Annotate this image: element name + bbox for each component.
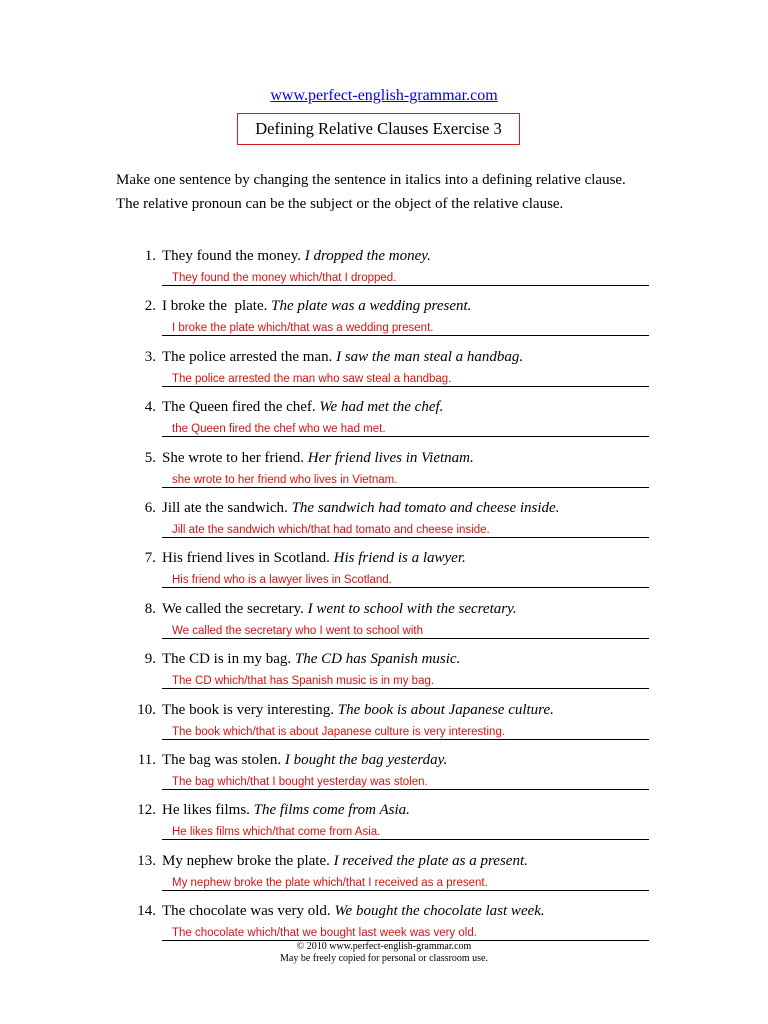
question-italic-sentence: We bought the chocolate last week.: [334, 903, 545, 920]
question-text: [162, 651, 460, 668]
question-item: [0, 550, 768, 600]
question-text: [162, 853, 528, 870]
question-italic-sentence: We had met the chef.: [319, 399, 444, 416]
usage-note: May be freely copied for personal or classroom use.: [280, 953, 488, 964]
question-text: [162, 450, 474, 467]
question-italic-sentence: His friend is a lawyer.: [333, 550, 466, 567]
answer-text: Jill ate the sandwich which/that had tomato and cheese inside.: [172, 524, 490, 536]
answer-line[interactable]: [162, 335, 649, 336]
answer-text: she wrote to her friend who lives in Vietnam.: [172, 473, 398, 486]
question-text: [162, 399, 443, 416]
question-italic-sentence: The plate was a wedding present.: [271, 298, 472, 315]
question-sentence: He likes films.: [162, 802, 254, 819]
question-italic-sentence: I dropped the money.: [304, 248, 431, 264]
question-italic-sentence: The book is about Japanese culture.: [337, 701, 554, 718]
answer-line[interactable]: [162, 436, 649, 437]
question-text: [162, 248, 431, 265]
question-sentence: His friend lives in Scotland.: [162, 550, 334, 567]
answer-line[interactable]: [162, 688, 649, 689]
question-number: 2.: [144, 298, 156, 315]
question-item: [0, 752, 768, 802]
question-item: [0, 853, 768, 903]
question-item: [0, 500, 768, 550]
question-number: 10.: [137, 701, 156, 718]
question-text: [162, 550, 466, 567]
instruction-line-1: Make one sentence by changing the sentence in italics into a defining relative clause.: [116, 172, 626, 188]
answer-line[interactable]: [162, 739, 649, 740]
question-italic-sentence: I bought the bag yesterday.: [284, 752, 448, 768]
answer-text: I broke the plate which/that was a wedding present.: [172, 322, 434, 335]
question-italic-sentence: I went to school with the secretary.: [307, 600, 517, 617]
question-text: [162, 802, 410, 819]
answer-text: My nephew broke the plate which/that I received as a present.: [172, 876, 488, 889]
answer-text: the Queen fired the chef who we had met.: [172, 423, 386, 436]
question-number: 14.: [137, 903, 156, 920]
question-number: 12.: [137, 802, 156, 819]
answer-line[interactable]: [162, 638, 649, 639]
question-sentence: The police arrested the man.: [162, 348, 337, 365]
question-italic-sentence: I saw the man steal a handbag.: [336, 348, 524, 365]
answer-text: We called the secretary who I went to school with: [172, 624, 423, 637]
question-item: [0, 702, 768, 752]
answer-line[interactable]: [162, 285, 649, 286]
answer-text: The chocolate which/that we bought last week was very old.: [172, 927, 477, 940]
answer-line[interactable]: [162, 890, 649, 891]
instruction-line-2: The relative pronoun can be the subject or the object of the relative clause.: [116, 196, 564, 212]
copyright-line: © 2010 www.perfect-english-grammar.com: [296, 941, 472, 952]
question-italic-sentence: Her friend lives in Vietnam.: [307, 449, 474, 466]
question-text: [162, 601, 517, 618]
answer-text: The bag which/that I bought yesterday was stolen.: [172, 776, 428, 788]
question-number: 8.: [144, 600, 156, 617]
question-number: 11.: [137, 752, 156, 768]
question-sentence: The chocolate was very old.: [162, 903, 335, 920]
answer-text: The CD which/that has Spanish music is in my bag.: [172, 675, 435, 688]
question-text: [162, 752, 447, 769]
question-sentence: The book is very interesting.: [162, 701, 338, 718]
question-sentence: I broke the plate.: [162, 298, 272, 315]
question-number: 9.: [144, 651, 156, 668]
question-number: 4.: [144, 399, 156, 416]
answer-line[interactable]: [162, 487, 649, 488]
question-sentence: The bag was stolen.: [162, 752, 285, 768]
question-item: [0, 248, 768, 298]
question-item: [0, 802, 768, 852]
question-sentence: She wrote to her friend.: [162, 449, 308, 466]
question-item: [0, 651, 768, 701]
question-number: 7.: [144, 550, 156, 567]
question-item: [0, 601, 768, 651]
question-sentence: Jill ate the sandwich.: [162, 500, 292, 516]
question-item: [0, 298, 768, 348]
question-italic-sentence: The films come from Asia.: [253, 802, 410, 819]
answer-text: He likes films which/that come from Asia.: [172, 826, 381, 839]
answer-line[interactable]: [162, 839, 649, 840]
question-text: [162, 349, 523, 366]
question-number: 3.: [144, 348, 156, 365]
question-item: [0, 450, 768, 500]
answer-text: They found the money which/that I dropped.: [172, 272, 397, 284]
question-italic-sentence: The sandwich had tomato and cheese inside.: [291, 500, 560, 516]
question-text: [162, 702, 554, 719]
exercise-title: Defining Relative Clauses Exercise 3: [237, 113, 520, 145]
question-sentence: The Queen fired the chef.: [162, 399, 320, 416]
question-sentence: They found the money.: [162, 248, 305, 264]
answer-text: The police arrested the man who saw steal a handbag.: [172, 372, 452, 385]
question-number: 6.: [144, 500, 156, 516]
answer-line[interactable]: [162, 537, 649, 538]
answer-text: His friend who is a lawyer lives in Scotland.: [172, 574, 392, 587]
answer-line[interactable]: [162, 386, 649, 387]
question-item: [0, 349, 768, 399]
question-text: [162, 298, 471, 315]
question-number: 5.: [144, 449, 156, 466]
question-text: [162, 903, 545, 920]
answer-line[interactable]: [162, 789, 649, 790]
question-sentence: My nephew broke the plate.: [162, 852, 334, 869]
question-number: 13.: [137, 852, 156, 869]
question-sentence: The CD is in my bag.: [162, 651, 295, 668]
question-italic-sentence: The CD has Spanish music.: [294, 651, 461, 668]
question-sentence: We called the secretary.: [162, 600, 308, 617]
question-text: [162, 500, 559, 517]
question-item: [0, 399, 768, 449]
answer-text: The book which/that is about Japanese culture is very interesting.: [172, 725, 506, 738]
answer-line[interactable]: [162, 587, 649, 588]
question-italic-sentence: I received the plate as a present.: [333, 852, 528, 869]
site-link[interactable]: www.perfect-english-grammar.com: [270, 87, 498, 104]
question-number: 1.: [144, 248, 156, 264]
